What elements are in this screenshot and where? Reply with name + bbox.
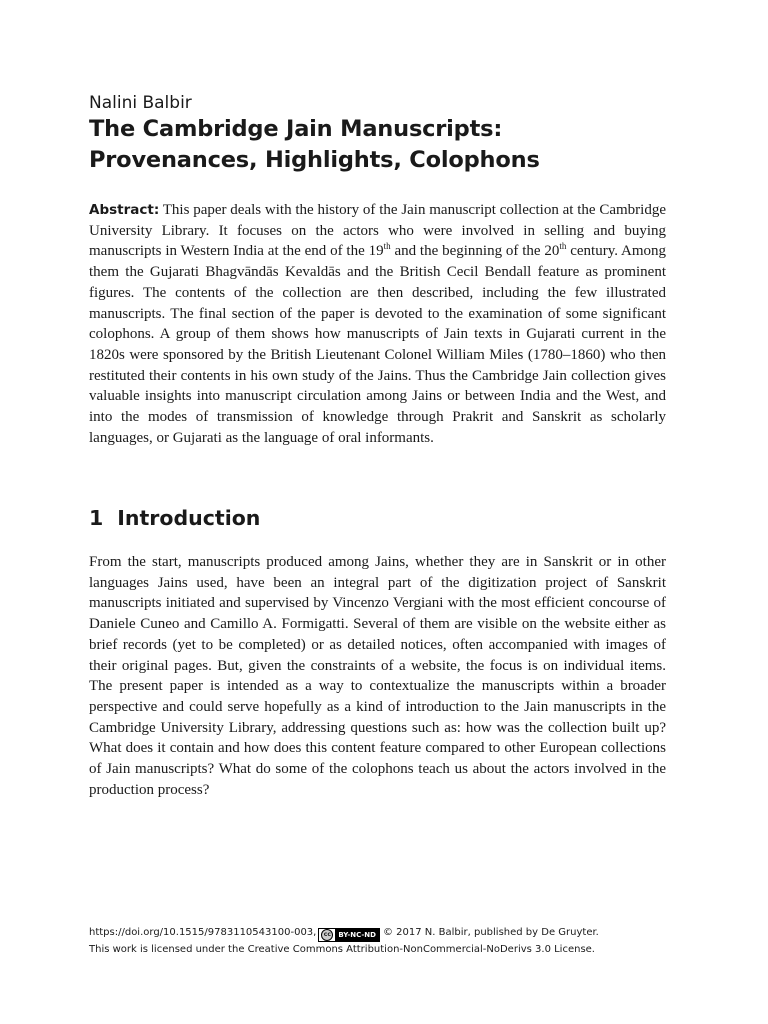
license-text: This work is licensed under the Creative Commons Attribution-NonCommercial-NoDerivs 3.0 License. (89, 944, 595, 955)
abstract-sup-2: th (559, 241, 567, 252)
cc-badge-label: BY-NC-ND (335, 929, 379, 941)
paper-page (89, 92, 666, 798)
footer (89, 925, 689, 957)
cc-icon: cc (321, 929, 333, 941)
abstract-text-3: century. Among them the Gujarati Bhagvāndās Kevaldās and the British Cecil Bendall feature as prominent figures. The contents of the collection are then described, including the few illustrated manuscripts. The final section of the paper is devoted to the examination of some significant colophons. A group of them shows how manuscripts of Jain texts in Gujarati current in the 1820s were sponsored by the British Lieutenant Colonel William Miles (1780–1860) who then restituted their contents in his own study of the Jains. Thus the Cambridge Jain collection gives valuable insights into manuscript circulation among Jains or between India and the West, and into the modes of transmission of knowledge through Prakrit and Sanskrit as scholarly languages, or Gujarati as the language of oral informants. (89, 243, 666, 446)
abstract (89, 200, 666, 448)
abstract-text-2: and the beginning of the 20 (390, 243, 560, 260)
doi-link[interactable]: https://doi.org/10.1515/9783110543100-003, (89, 927, 317, 938)
abstract-text-1: This paper deals with the history of the Jain manuscript collection at the Cambridge University Library. It focuses on the actors who were involved in selling and buying manuscripts in Western India at the end of the 19 (89, 202, 666, 260)
intro-paragraph: From the start, manuscripts produced among Jains, whether they are in Sanskrit or in other languages Jains used, have been an integral part of the digitization project of Sanskrit manuscripts initiated and supervised by Vincenzo Vergiani with the most efficient concourse of Daniele Cuneo and Camillo A. Formigatti. Several of them are visible on the website either as brief records (yet to be completed) or as detailed notices, often accompanied with images of their original pages. But, given the constraints of a website, the focus is on individual items. The present paper is intended as a way to contextualize the manuscripts within a broader perspective and could serve hopefully as a kind of introduction to the Jain manuscripts in the Cambridge University Library, addressing questions such as: how was the collection built up? What does it contain and how does this content feature compared to other European collections of Jain manuscripts? What do some of the colophons teach us about the actors involved in the production process? (89, 554, 666, 798)
abstract-label: Abstract: (89, 202, 160, 218)
section-number: 1 (89, 506, 104, 530)
section-heading (89, 504, 260, 532)
cc-license-badge (318, 928, 380, 942)
title-line-1: The Cambridge Jain Manuscripts: (89, 116, 503, 142)
abstract-sup-1: th (383, 241, 391, 252)
section-title: Introduction (117, 506, 261, 530)
author-name: Nalini Balbir (89, 93, 192, 113)
copyright-text: © 2017 N. Balbir, published by De Gruyter. (382, 927, 599, 938)
title-line-2: Provenances, Highlights, Colophons (89, 147, 540, 173)
footer-line-1 (89, 925, 689, 942)
paper-title (89, 114, 666, 176)
